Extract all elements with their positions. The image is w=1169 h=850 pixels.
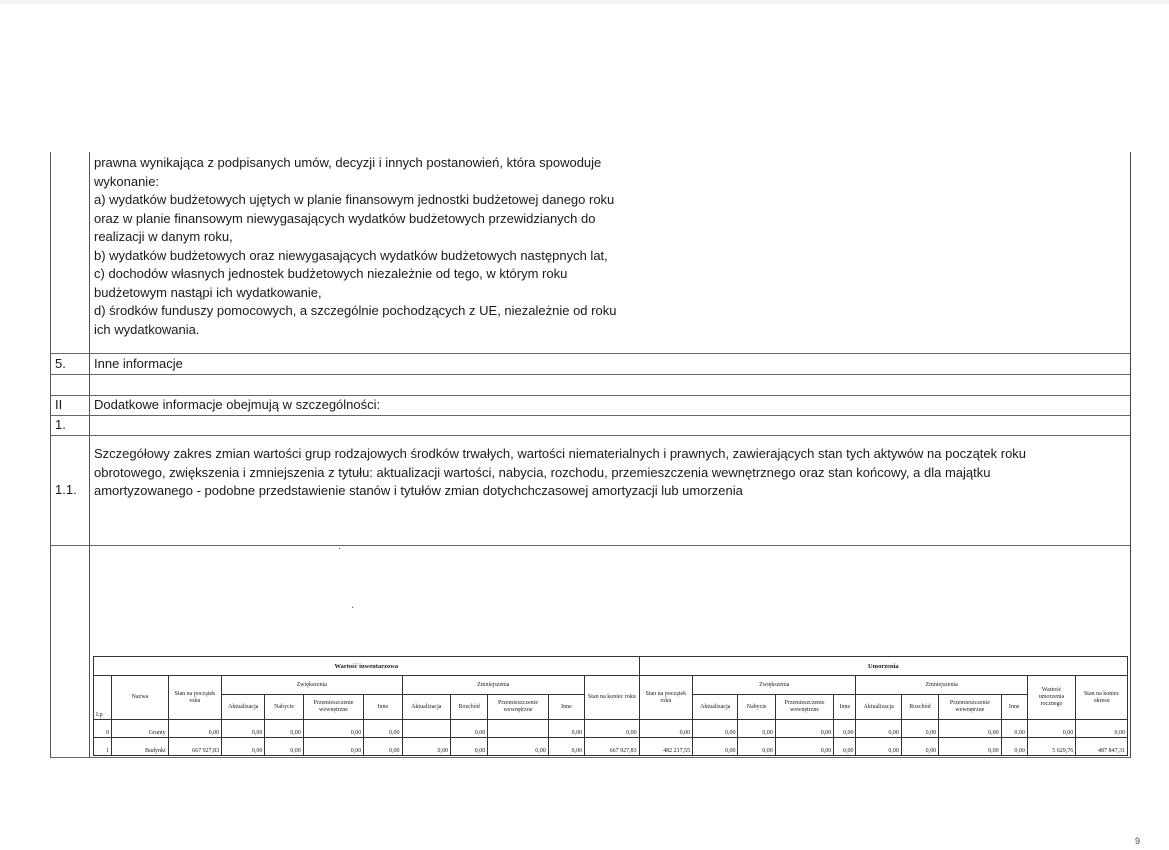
header-umo-zmniejszenia: Zmniejszenia	[856, 676, 1027, 695]
cell-value: 0,00	[834, 738, 856, 756]
header-wartosc-inwentarzowa: Wartość inwentarzowa	[94, 657, 640, 676]
header-lp: Lp	[94, 676, 112, 720]
row-separator	[50, 545, 1131, 546]
subheader-col: Przemieszczenie wewnętrzne	[303, 695, 364, 720]
subheader-col: Przemieszczenie wewnętrzne	[939, 695, 1002, 720]
page-number: 9	[1135, 836, 1141, 846]
subheader-col: Aktualizacja	[222, 695, 265, 720]
text-line: a) wydatków budżetowych ujętych w planie finansowym jednostki budżetowej danego roku	[94, 192, 615, 207]
scan-speck: ·	[351, 602, 355, 613]
row-number: 1.	[55, 417, 66, 432]
scan-edge	[0, 0, 1169, 4]
cell-value: 0,00	[364, 738, 402, 756]
cell-value	[402, 720, 450, 738]
frame-right-border	[1130, 152, 1131, 757]
subheader-col: Inne	[364, 695, 402, 720]
cell-lp: 0	[94, 720, 112, 738]
subheader-col: Przemieszczenie wewnętrzne	[775, 695, 833, 720]
subheader-col: Aktualizacja	[402, 695, 450, 720]
header-umorzenia: Umorzenia	[639, 657, 1127, 676]
text-line: d) środków funduszy pomocowych, a szczególnie pochodzących z UE, niezależnie od roku	[94, 303, 617, 318]
cell-value: 0,00	[901, 720, 938, 738]
assets-table	[93, 656, 1128, 758]
text-line: Szczegółowy zakres zmian wartości grup rodzajowych środków trwałych, wartości niematerialnych i prawnych, zawierających stan tych aktywów na początek roku	[94, 446, 1027, 461]
row-number: 5.	[55, 356, 66, 371]
frame-left-border	[50, 152, 51, 757]
cell-value: 0,00	[856, 720, 901, 738]
subheader-col: Inne	[1001, 695, 1027, 720]
cell-value: 0,00	[775, 720, 833, 738]
cell-value: 0,00	[585, 720, 640, 738]
cell-value: 0,00	[450, 720, 487, 738]
header-nazwa: Nazwa	[112, 676, 168, 720]
row-separator	[50, 415, 1131, 416]
header-stan-poczatek: Stan na początek roku	[168, 676, 221, 720]
cell-nazwa: Grunty	[112, 720, 168, 738]
cell-value: 0,00	[265, 720, 303, 738]
cell-nazwa: Budynki	[112, 738, 168, 756]
text-line: wykonanie:	[94, 173, 160, 189]
text-line: obrotowego, zwiększenia i zmniejszenia z tytułu: aktualizacji wartości, nabycia, rozchodu, przemieszczenia wewnętrznego oraz stan końcowy, a dla majątku	[94, 464, 991, 480]
cell-value: 0,00	[548, 738, 584, 756]
cell-value: 0,00	[775, 738, 833, 756]
cell-value: 0,00	[303, 738, 364, 756]
cell-value: 0,00	[856, 738, 901, 756]
frame-column-divider	[89, 152, 90, 757]
cell-value: 0,00	[939, 738, 1002, 756]
subheader-col: Aktualizacja	[693, 695, 738, 720]
subheader-col: Inne	[834, 695, 856, 720]
text-line: budżetowym nastąpi ich wydatkowanie,	[94, 284, 322, 300]
subheader-col: Przemieszczenie wewnętrzne	[488, 695, 549, 720]
text-line: c) dochodów własnych jednostek budżetowych niezależnie od tego, w którym roku	[94, 266, 568, 281]
scan-speck: ·	[338, 543, 342, 554]
header-umo-zwiekszenia: Zwiększenia	[693, 676, 856, 695]
header-stan-koniec: Stan na koniec roku	[585, 676, 640, 720]
cell-value: 487 847,31	[1076, 738, 1128, 756]
cell-value: 0,00	[834, 720, 856, 738]
subheader-col: Inne	[548, 695, 584, 720]
cell-value: 0,00	[450, 738, 487, 756]
text-line: b) wydatków budżetowych oraz niewygasających wydatków budżetowych następnych lat,	[94, 247, 608, 263]
cell-value: 0,00	[303, 720, 364, 738]
row-number: 1.1.	[55, 482, 77, 497]
cell-value: 0,00	[738, 738, 775, 756]
cell-value: 667 927,83	[168, 738, 221, 756]
text-line: ich wydatkowania.	[94, 321, 200, 337]
cell-value: 0,00	[222, 720, 265, 738]
subheader-col: Nabycie	[265, 695, 303, 720]
row-label-dodatkowe-informacje: Dodatkowe informacje obejmują w szczególności:	[94, 397, 381, 412]
cell-value: 0,00	[693, 738, 738, 756]
table-row	[94, 738, 1128, 756]
row-separator	[50, 353, 1131, 354]
cell-value: 0,00	[222, 738, 265, 756]
cell-value: 0,00	[693, 720, 738, 738]
cell-value: 482 217,55	[639, 738, 692, 756]
cell-value: 0,00	[364, 720, 402, 738]
cell-value: 0,00	[168, 720, 221, 738]
cell-value	[488, 720, 549, 738]
cell-value: 0,00	[1001, 720, 1027, 738]
header-umo-stan-koniec: Stan na koniec okresu	[1076, 676, 1128, 720]
cell-value: 0,00	[402, 738, 450, 756]
cell-value: 0,00	[639, 720, 692, 738]
header-zwiekszenia: Zwiększenia	[222, 676, 402, 695]
cell-value: 667 927,83	[585, 738, 640, 756]
subheader-col: Rozchód	[901, 695, 938, 720]
row-separator	[50, 435, 1131, 436]
text-line: amortyzowanego - podobne przedstawienie stanów i tytułów zmian dotychchczasowej amortyzacji lub umorzenia	[94, 483, 743, 498]
header-umo-stan-poczatek: Stan na początek roku	[639, 676, 692, 720]
header-wartosc-umorzenia: Wartość umorzenia rocznego	[1027, 676, 1075, 720]
subheader-col: Rozchód	[450, 695, 487, 720]
text-line: oraz w planie finansowym niewygasających wydatków budżetowych przewidzianych do	[94, 210, 596, 226]
cell-value: 0,00	[488, 738, 549, 756]
cell-value: 0,00	[1076, 720, 1128, 738]
subheader-col: Aktualizacja	[856, 695, 901, 720]
cell-value: 0,00	[738, 720, 775, 738]
row-number: II	[55, 397, 63, 412]
cell-value: 0,00	[265, 738, 303, 756]
table-row	[94, 720, 1128, 738]
text-line: prawna wynikająca z podpisanych umów, decyzji i innych postanowień, która spowoduje	[94, 155, 602, 170]
cell-value: 5 629,76	[1027, 738, 1075, 756]
row-label-inne-informacje: Inne informacje	[94, 356, 183, 371]
header-zmniejszenia: Zmniejszenia	[402, 676, 585, 695]
cell-value: 0,00	[548, 720, 584, 738]
text-line: realizacji w danym roku,	[94, 229, 233, 244]
cell-value: 0,00	[1027, 720, 1075, 738]
cell-value: 0,00	[939, 720, 1002, 738]
cell-value: 0,00	[901, 738, 938, 756]
row-separator	[50, 374, 1131, 375]
cell-lp: 1	[94, 738, 112, 756]
subheader-col: Nabycie	[738, 695, 775, 720]
cell-value: 0,00	[1001, 738, 1027, 756]
